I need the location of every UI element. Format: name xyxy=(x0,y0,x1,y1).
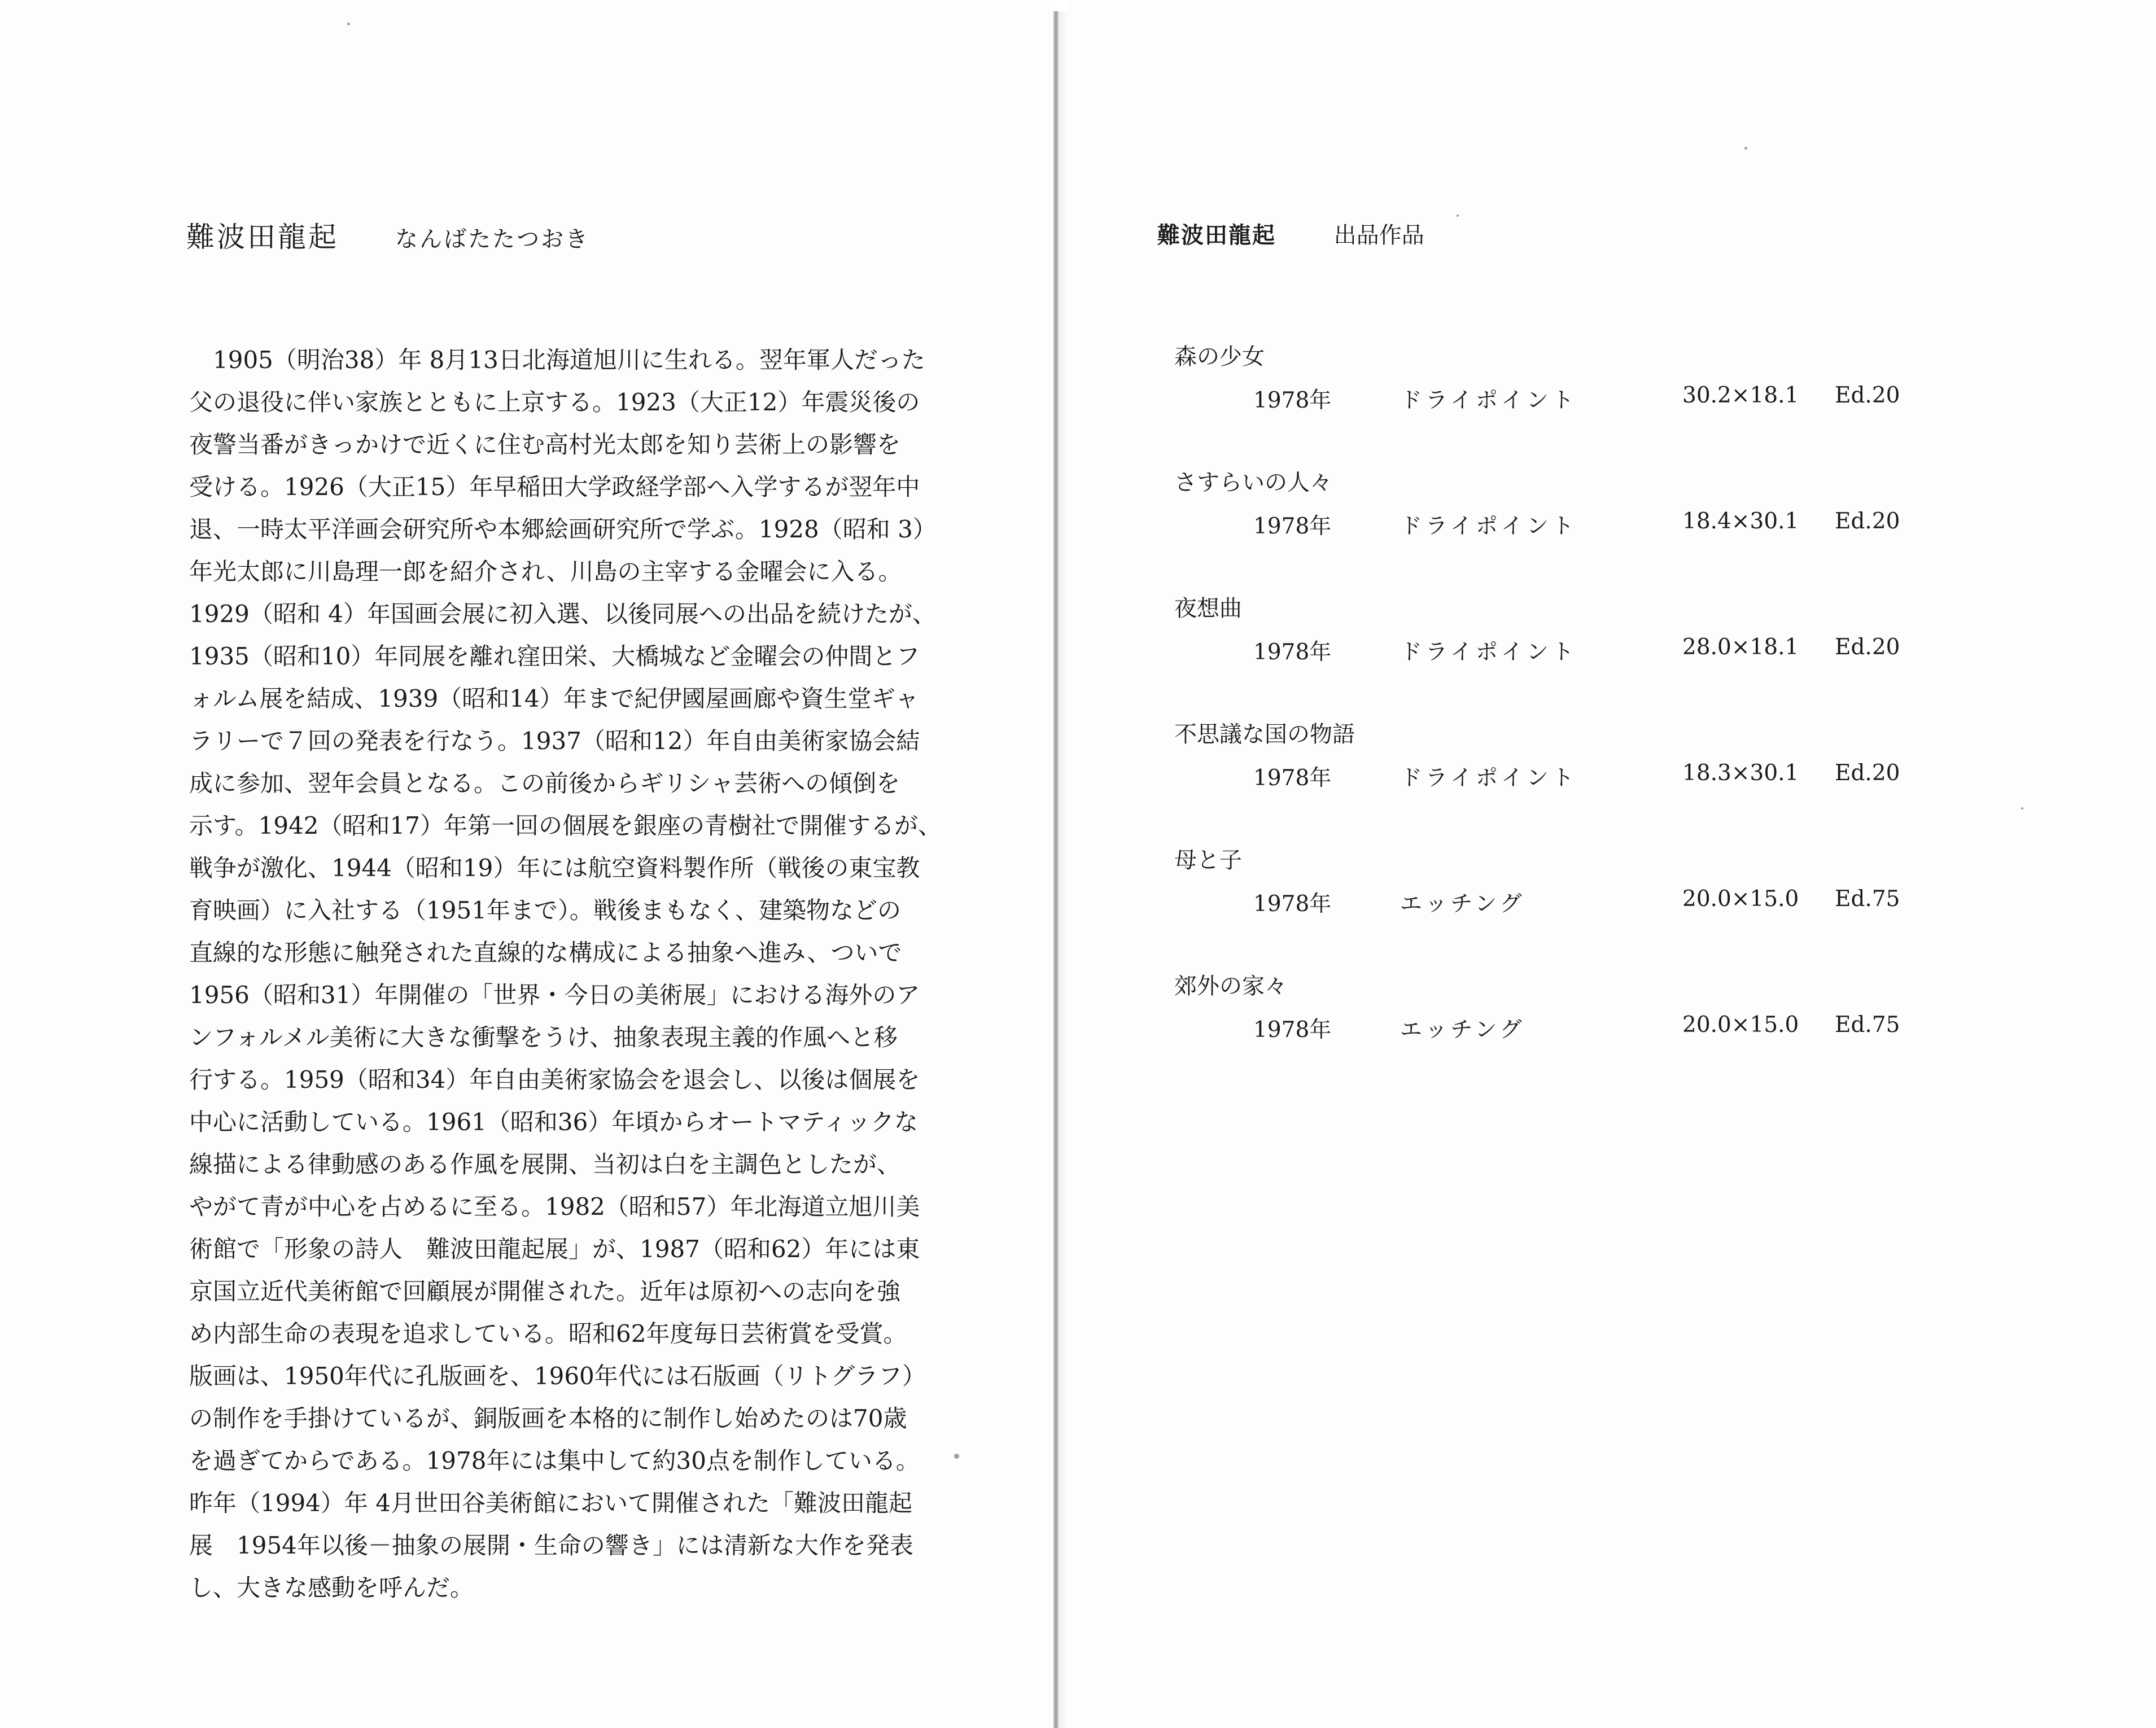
work-year: 1978年 xyxy=(1253,891,1332,917)
work-year: 1978年 xyxy=(1253,765,1332,791)
work-year: 1978年 xyxy=(1253,388,1332,413)
work-size: 28.0×18.1 xyxy=(1682,635,1799,660)
work-edition: Ed.75 xyxy=(1835,886,1900,912)
biography-line: 1935（昭和10）年同展を離れ窪田栄、大橋城など金曜会の仲間とフ xyxy=(189,642,920,670)
biography-line: 年光太郎に川島理一郎を紹介され、川島の主宰する金曜会に入る。 xyxy=(189,558,902,585)
work-edition: Ed.20 xyxy=(1835,383,1900,408)
biography-line: ォルム展を結成、1939（昭和14）年まで紀伊國屋画廊や資生堂ギャ xyxy=(189,685,919,712)
works-section-label: 出品作品 xyxy=(1333,222,1424,248)
biography-line: 成に参加、翌年会員となる。この前後からギリシャ芸術への傾倒を xyxy=(189,769,900,797)
biography-line: 昨年（1994）年 4月世田谷美術館において開催された「難波田龍起 xyxy=(189,1489,912,1517)
paper-speck xyxy=(2021,807,2023,810)
book-gutter xyxy=(1053,11,1059,1728)
work-title: 母と子 xyxy=(1174,847,1242,873)
paper-speck xyxy=(1457,215,1459,217)
work-size: 18.3×30.1 xyxy=(1682,760,1799,786)
biography-line: 行する。1959（昭和34）年自由美術家協会を退会し、以後は個展を xyxy=(189,1066,920,1093)
work-entry xyxy=(1174,716,1942,842)
biography-line: 示す。1942（昭和17）年第一回の個展を銀座の青樹社で開催するが、 xyxy=(189,812,942,839)
biography-line: 育映画）に入社する（1951年まで）。戦後まもなく、建築物などの xyxy=(189,896,902,924)
work-technique: ドライポイント xyxy=(1400,388,1577,413)
work-year: 1978年 xyxy=(1253,640,1332,665)
biography-line: 1905（明治38）年 8月13日北海道旭川に生れる。翌年軍人だった xyxy=(189,346,925,374)
biography-line: 直線的な形態に触発された直線的な構成による抽象へ進み、ついで xyxy=(189,939,902,966)
artist-reading: なんばたたつおき xyxy=(395,226,590,252)
artist-name: 難波田龍起 xyxy=(186,221,339,253)
work-year: 1978年 xyxy=(1253,514,1332,539)
work-edition: Ed.20 xyxy=(1835,635,1900,660)
work-title: 森の少女 xyxy=(1174,344,1265,370)
work-entry xyxy=(1174,590,1942,716)
work-size: 20.0×15.0 xyxy=(1682,886,1799,912)
work-year: 1978年 xyxy=(1253,1017,1332,1043)
works-artist-name: 難波田龍起 xyxy=(1157,222,1276,248)
work-entry xyxy=(1174,968,1942,1094)
work-title: 不思議な国の物語 xyxy=(1174,721,1355,747)
biography-line: の制作を手掛けているが、銅版画を本格的に制作し始めたのは70歳 xyxy=(189,1405,907,1432)
work-technique: ドライポイント xyxy=(1400,514,1577,539)
work-title: さすらいの人々 xyxy=(1174,470,1332,496)
biography-line: 版画は、1950年代に孔版画を、1960年代には石版画（リトグラフ） xyxy=(189,1362,926,1390)
work-size: 30.2×18.1 xyxy=(1682,383,1799,408)
work-edition: Ed.20 xyxy=(1835,760,1900,786)
artist-biography xyxy=(189,339,979,1609)
biography-line: 京国立近代美術館で回顧展が開催された。近年は原初への志向を強 xyxy=(189,1278,901,1305)
work-technique: ドライポイント xyxy=(1400,765,1577,791)
biography-line: 術館で「形象の詩人 難波田龍起展」が、1987（昭和62）年には東 xyxy=(189,1235,920,1263)
biography-line: 展 1954年以後－抽象の展開・生命の響き」には清新な大作を発表 xyxy=(189,1532,913,1559)
biography-line: め内部生命の表現を追求している。昭和62年度毎日芸術賞を受賞。 xyxy=(189,1320,907,1348)
paper-speck xyxy=(347,23,350,25)
biography-line: 退、一時太平洋画会研究所や本郷絵画研究所で学ぶ。1928（昭和 3） xyxy=(189,515,937,543)
biography-line: 1956（昭和31）年開催の「世界・今日の美術展」における海外のア xyxy=(189,981,920,1009)
biography-line: 線描による律動感のある作風を展開、当初は白を主調色としたが、 xyxy=(189,1150,901,1178)
work-entry xyxy=(1174,465,1942,590)
biography-line: 1929（昭和 4）年国画会展に初入選、以後同展への出品を続けたが、 xyxy=(189,600,936,628)
left-page xyxy=(0,0,1056,1728)
paper-speck xyxy=(1744,147,1747,150)
work-title: 郊外の家々 xyxy=(1174,973,1287,999)
work-entry xyxy=(1174,842,1942,968)
work-technique: エッチング xyxy=(1400,1017,1525,1043)
works-list xyxy=(1174,339,1942,1094)
work-edition: Ed.20 xyxy=(1835,509,1900,534)
biography-line: 夜警当番がきっかけで近くに住む高村光太郎を知り芸術上の影響を xyxy=(189,431,901,458)
biography-line: やがて青が中心を占めるに至る。1982（昭和57）年北海道立旭川美 xyxy=(189,1193,920,1220)
biography-line: 戦争が激化、1944（昭和19）年には航空資料製作所（戦後の東宝教 xyxy=(189,854,920,882)
biography-line: 受ける。1926（大正15）年早稲田大学政経学部へ入学するが翌年中 xyxy=(189,473,920,501)
work-size: 18.4×30.1 xyxy=(1682,509,1799,534)
work-size: 20.0×15.0 xyxy=(1682,1012,1799,1038)
biography-line: ラリーで７回の発表を行なう。1937（昭和12）年自由美術家協会結 xyxy=(189,727,920,755)
biography-line: を過ぎてからである。1978年には集中して約30点を制作している。 xyxy=(189,1447,920,1475)
work-technique: エッチング xyxy=(1400,891,1525,917)
works-heading xyxy=(1157,217,1424,250)
biography-line: 中心に活動している。1961（昭和36）年頃からオートマティックな xyxy=(189,1108,918,1136)
artist-heading xyxy=(186,215,589,255)
work-entry xyxy=(1174,339,1942,465)
paper-speck xyxy=(954,1454,959,1459)
work-edition: Ed.75 xyxy=(1835,1012,1900,1038)
biography-line: ンフォルメル美術に大きな衝撃をうけ、抽象表現主義的作風へと移 xyxy=(189,1023,898,1051)
work-title: 夜想曲 xyxy=(1174,596,1242,622)
biography-line: し、大きな感動を呼んだ。 xyxy=(189,1574,474,1602)
biography-line: 父の退役に伴い家族とともに上京する。1923（大正12）年震災後の xyxy=(189,388,920,416)
work-technique: ドライポイント xyxy=(1400,640,1577,665)
